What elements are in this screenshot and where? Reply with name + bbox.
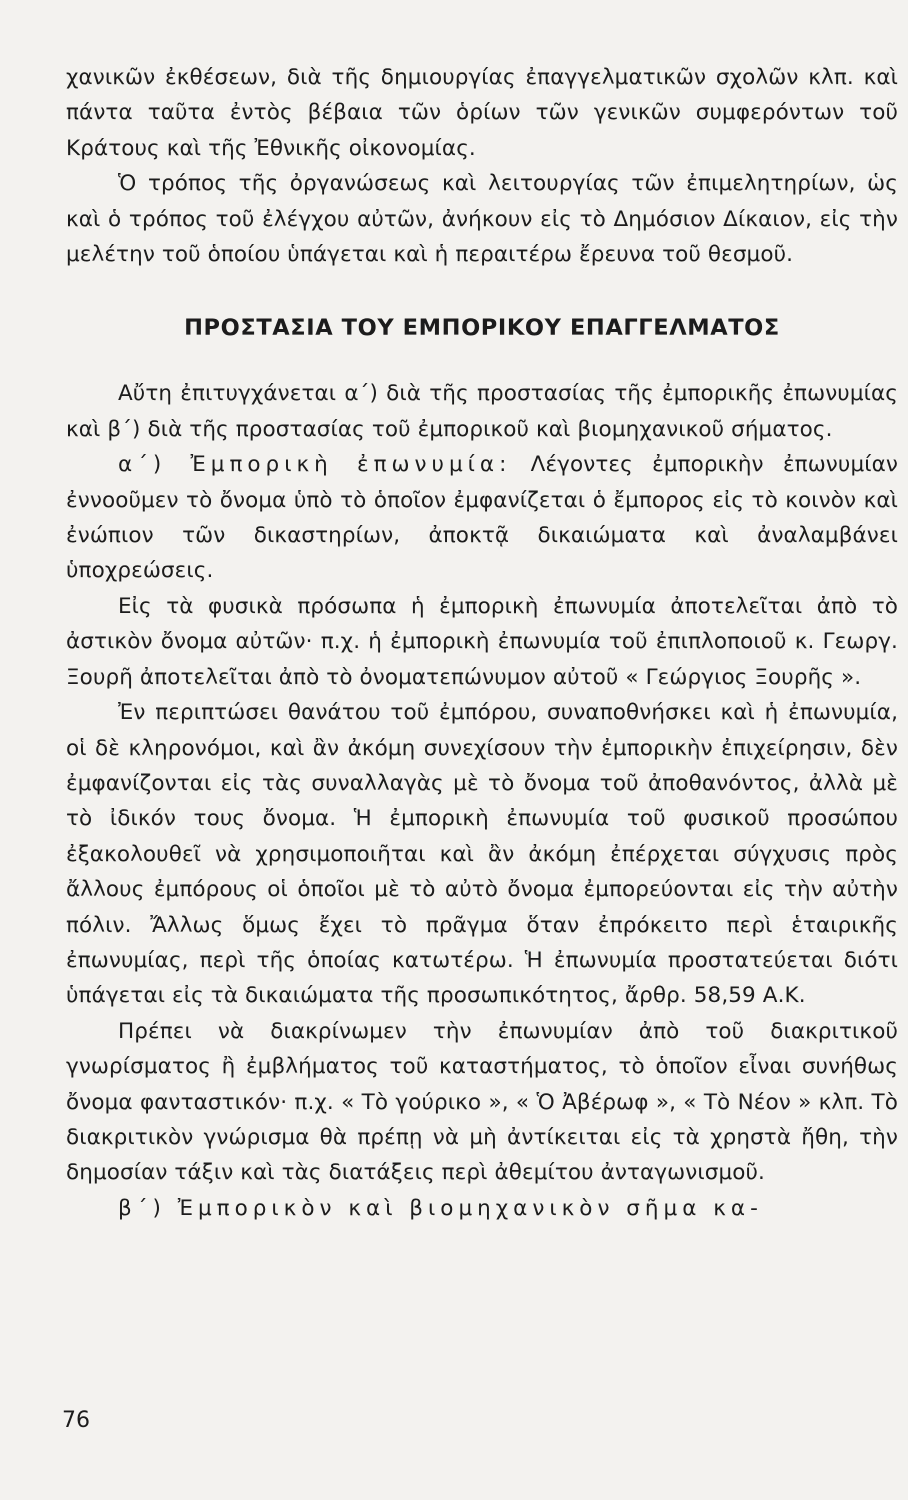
section-heading: ΠΡΟΣΤΑΣΙΑ ΤΟΥ ΕΜΠΟΡΙΚΟΥ ΕΠΑΓΓΕΛΜΑΤΟΣ [184,315,780,342]
paragraph-protection-intro: Αὔτη ἐπιτυγχάνεται α΄) διὰ τῆς προστασίας τῆς ἐμπορικῆς ἐπωνυμίας καὶ β΄) διὰ τῆς προστασίας τοῦ ἐμπορικοῦ καὶ βιομηχανικοῦ σήματος. [66,381,898,442]
subsection-label-trademark: β΄) Ἐμπορικὸν καὶ βιομηχανικὸν σῆμα κα- [118,1195,763,1221]
paragraph-death-of-merchant: Ἐν περιπτώσει θανάτου τοῦ ἐμπόρου, συναποθνήσκει καὶ ἡ ἐπωνυμία, οἱ δὲ κληρονόμοι, καὶ ἂν ἀκόμη συνεχίσουν τὴν ἐμπορικὴν ἐπιχείρησιν, δὲν ἐμφανίζονται εἰς τὰς συναλλαγὰς μὲ τὸ ὄνομα τοῦ ἀποθανόντος, ἀλλὰ μὲ τὸ ἰδικόν τους ὄνομα. Ἡ ἐμπορικὴ ἐπωνυμία τοῦ φυσικοῦ προσώπου ἐξακολουθεῖ νὰ χρησιμοποιῆται καὶ ἂν ἀκόμη ἐπέρχεται σύγχυσις πρὸς ἄλλους ἐμπόρους οἱ ὁποῖοι μὲ τὸ αὐτὸ ὄνομα ἐμπορεύονται εἰς τὴν αὐτὴν πόλιν. Ἄλλως ὅμως ἔχει τὸ πρᾶγμα ὅταν ἐπρόκειτο περὶ ἑταιρικῆς ἐπωνυμίας, περὶ τῆς ὁποίας κατωτέρω. Ἡ ἐπωνυμία προστατεύεται διότι ὑπάγεται εἰς τὰ δικαιώματα τῆς προσωπικότητος, ἄρθρ. 58,59 Α.Κ. [66,700,898,1009]
page-body [66,60,898,1226]
subsection-label-trade-name: α΄) Ἐμπορικὴ ἐπωνυμία: [118,452,512,478]
paragraph-natural-persons: Εἰς τὰ φυσικὰ πρόσωπα ἡ ἐμπορικὴ ἐπωνυμία ἀποτελεῖται ἀπὸ τὸ ἀστικὸν ὄνομα αὐτῶν· π.χ. ἡ ἐμπορικὴ ἐπωνυμία τοῦ ἐπιπλοποιοῦ κ. Γεωργ. Ξουρῆ ἀποτελεῖται ἀπὸ τὸ ὀνοματεπώνυμον αὐτοῦ « Γεώργιος Ξουρῆς ». [66,593,898,690]
paragraph-trade-name-text: Λέγοντες ἐμπορικὴν ἐπωνυμίαν ἐννοοῦμεν τὸ ὄνομα ὑπὸ τὸ ὁποῖον ἐμφανίζεται ὁ ἔμπορος εἰς τὸ κοινὸν καὶ ἐνώπιον τῶν δικαστηρίων, ἀποκτᾷ δικαιώματα καὶ ἀναλαμβάνει ὑποχρεώσεις. [66,452,898,584]
page-number: 76 [62,1408,90,1433]
paragraph-chambers: Ὁ τρόπος τῆς ὀργανώσεως καὶ λειτουργίας τῶν ἐπιμελητηρίων, ὡς καὶ ὁ τρόπος τοῦ ἐλέγχου αὐτῶν, ἀνήκουν εἰς τὸ Δημόσιον Δίκαιον, εἰς τὴν μελέτην τοῦ ὁποίου ὑπάγεται καὶ ἡ περαιτέρω ἔρευνα τοῦ θεσμοῦ. [66,171,898,268]
paragraph-trade-name [66,447,898,589]
paragraph-distinctive-mark: Πρέπει νὰ διακρίνωμεν τὴν ἐπωνυμίαν ἀπὸ τοῦ διακριτικοῦ γνωρίσματος ἢ ἐμβλήματος τοῦ καταστήματος, τὸ ὁποῖον εἶναι συνήθως ὄνομα φανταστικόν· π.χ. « Τὸ γούρικο », « Ὁ Ἀβέρωφ », « Τὸ Νέον » κλπ. Τὸ διακριτικὸν γνώρισμα θὰ πρέπῃ νὰ μὴ ἀντίκειται εἰς τὰ χρηστὰ ἤθη, τὴν δημοσίαν τάξιν καὶ τὰς διατάξεις περὶ ἀθεμίτου ἀνταγωνισμοῦ. [66,1018,898,1186]
paragraph-continuation: χανικῶν ἐκθέσεων, διὰ τῆς δημιουργίας ἐπαγγελματικῶν σχολῶν κλπ. καὶ πάντα ταῦτα ἐντὸς βέβαια τῶν ὁρίων τῶν γενικῶν συμφερόντων τοῦ Κράτους καὶ τῆς Ἐθνικῆς οἰκονομίας. [66,65,898,161]
